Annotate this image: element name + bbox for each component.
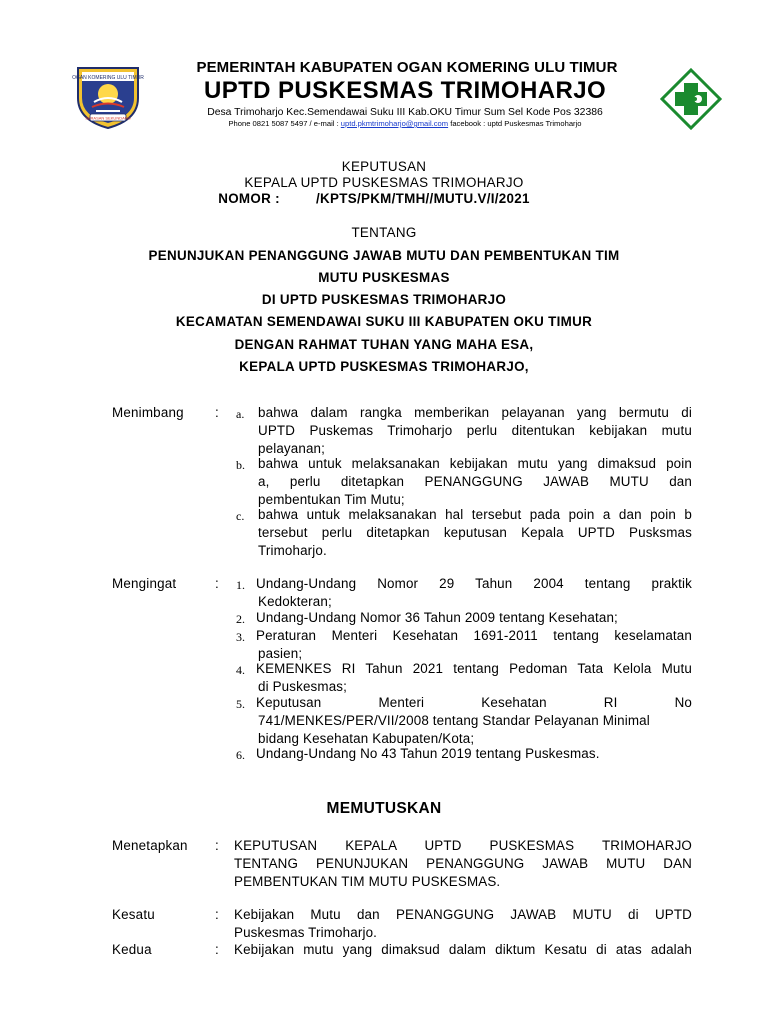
kesatu-label: Kesatu <box>112 907 155 922</box>
list-item-line: bahwa untuk melaksanakan kebijakan mutu yang dimaksud poin <box>258 456 692 471</box>
institution-contact <box>140 119 670 128</box>
list-item-line: pelayanan; <box>258 441 326 456</box>
government-name: PEMERINTAH KABUPATEN OGAN KOMERING ULU TIMUR <box>196 59 618 76</box>
subject-line-3: DI UPTD PUSKESMAS TRIMOHARJO <box>261 292 507 307</box>
institution-address: Desa Trimoharjo Kec.Semendawai Suku III Kab.OKU Timur Sum Sel Kode Pos 32386 <box>207 107 603 118</box>
kedua-colon: : <box>215 942 219 957</box>
list-item-line: bidang Kesehatan Kabupaten/Kota; <box>258 731 475 746</box>
list-item-line: bahwa untuk melaksanakan hal tersebut pada poin a dan poin b <box>258 507 692 522</box>
list-marker: b. <box>236 458 245 472</box>
issuer-line: KEPALA UPTD PUSKESMAS TRIMOHARJO, <box>239 359 529 374</box>
subject-line-1: PENUNJUKAN PENANGGUNG JAWAB MUTU DAN PEMBENTUKAN TIM <box>148 248 620 263</box>
rahmat-line: DENGAN RAHMAT TUHAN YANG MAHA ESA, <box>234 337 534 352</box>
contact-facebook: facebook : uptd Puskesmas Trimoharjo <box>448 119 582 128</box>
list-item-line: Undang-Undang No 43 Tahun 2019 tentang Puskesmas. <box>256 746 600 761</box>
subject-line-4: KECAMATAN SEMENDAWAI SUKU III KABUPATEN OKU TIMUR <box>175 314 593 329</box>
kesatu-colon: : <box>215 907 219 922</box>
list-item-line: Undang-Undang Nomor 36 Tahun 2009 tentang Kesehatan; <box>256 610 618 625</box>
institution-name: UPTD PUSKESMAS TRIMOHARJO <box>203 77 607 104</box>
list-item-line: KEMENKES RI Tahun 2021 tentang Pedoman Tata Kelola Mutu <box>256 661 692 676</box>
list-item-line: pasien; <box>258 646 303 661</box>
menetapkan-line: TENTANG PENUNJUKAN PENANGGUNG JAWAB MUTU DAN <box>234 856 692 871</box>
list-marker: 5. <box>236 697 245 711</box>
mengingat-colon: : <box>215 576 219 591</box>
contact-phone: Phone 0821 5087 5497 / e-mail : <box>228 119 341 128</box>
menetapkan-colon: : <box>215 838 219 853</box>
doc-type: KEPUTUSAN <box>341 159 427 174</box>
kesatu-line: Puskesmas Trimoharjo. <box>234 925 378 940</box>
regency-emblem-icon <box>72 64 144 130</box>
list-marker: 1. <box>236 578 245 592</box>
kedua-line: Kebijakan mutu yang dimaksud dalam diktum Kesatu di atas adalah <box>234 942 692 957</box>
list-item-line: UPTD Puskemas Trimoharjo perlu ditentukan kebijakan mutu <box>258 423 692 438</box>
memutuskan-heading: MEMUTUSKAN <box>326 800 442 817</box>
list-item-line: pembentukan Tim Mutu; <box>258 492 405 507</box>
email-link[interactable]: uptd.pkmtrimoharjo@gmail.com <box>340 119 449 128</box>
list-marker: 2. <box>236 612 245 626</box>
menetapkan-line: PEMBENTUKAN TIM MUTU PUSKESMAS. <box>234 874 501 889</box>
doc-number: NOMOR : /KPTS/PKM/TMH//MUTU.V/I/2021 <box>218 191 530 206</box>
puskesmas-logo-icon <box>660 68 722 130</box>
list-item-line: di Puskesmas; <box>258 679 348 694</box>
doc-issuer: KEPALA UPTD PUSKESMAS TRIMOHARJO <box>244 175 524 190</box>
tentang-heading: TENTANG <box>351 225 417 240</box>
list-item-line: Trimoharjo. <box>258 543 327 558</box>
list-item-line: tersebut perlu ditetapkan keputusan Kepala UPTD Pusksmas <box>258 525 692 540</box>
kedua-label: Kedua <box>112 942 152 957</box>
letterhead <box>140 58 670 128</box>
list-item-line: 741/MENKES/PER/VII/2008 tentang Standar Pelayanan Minimal <box>258 713 650 728</box>
list-marker: a. <box>236 407 245 421</box>
menetapkan-line: KEPUTUSAN KEPALA UPTD PUSKESMAS TRIMOHARJO <box>234 838 692 853</box>
list-marker: 6. <box>236 748 245 762</box>
list-marker: c. <box>236 509 245 523</box>
list-marker: 3. <box>236 630 245 644</box>
list-item-line: bahwa dalam rangka memberikan pelayanan yang bermutu di <box>258 405 692 420</box>
menetapkan-label: Menetapkan <box>112 838 188 853</box>
list-item-line: a, perlu ditetapkan PENANGGUNG JAWAB MUTU dan <box>258 474 692 489</box>
kesatu-line: Kebijakan Mutu dan PENANGGUNG JAWAB MUTU di UPTD <box>234 907 692 922</box>
svg-text:SERASAN SEKUNDANG: SERASAN SEKUNDANG <box>85 115 131 121</box>
list-marker: 4. <box>236 663 245 677</box>
menimbang-colon: : <box>215 405 219 420</box>
list-item-line: Undang-Undang Nomor 29 Tahun 2004 tentang praktik <box>256 576 692 591</box>
list-item-line: Keputusan Menteri Kesehatan RI No <box>256 695 692 710</box>
mengingat-label: Mengingat <box>112 576 177 591</box>
list-item-line: Peraturan Menteri Kesehatan 1691-2011 tentang keselamatan <box>256 628 692 643</box>
menimbang-label: Menimbang <box>112 405 184 420</box>
svg-text:OGAN KOMERING ULU TIMUR: OGAN KOMERING ULU TIMUR <box>72 75 144 81</box>
list-item-line: Kedokteran; <box>258 594 332 609</box>
subject-line-2: MUTU PUSKESMAS <box>318 270 450 285</box>
